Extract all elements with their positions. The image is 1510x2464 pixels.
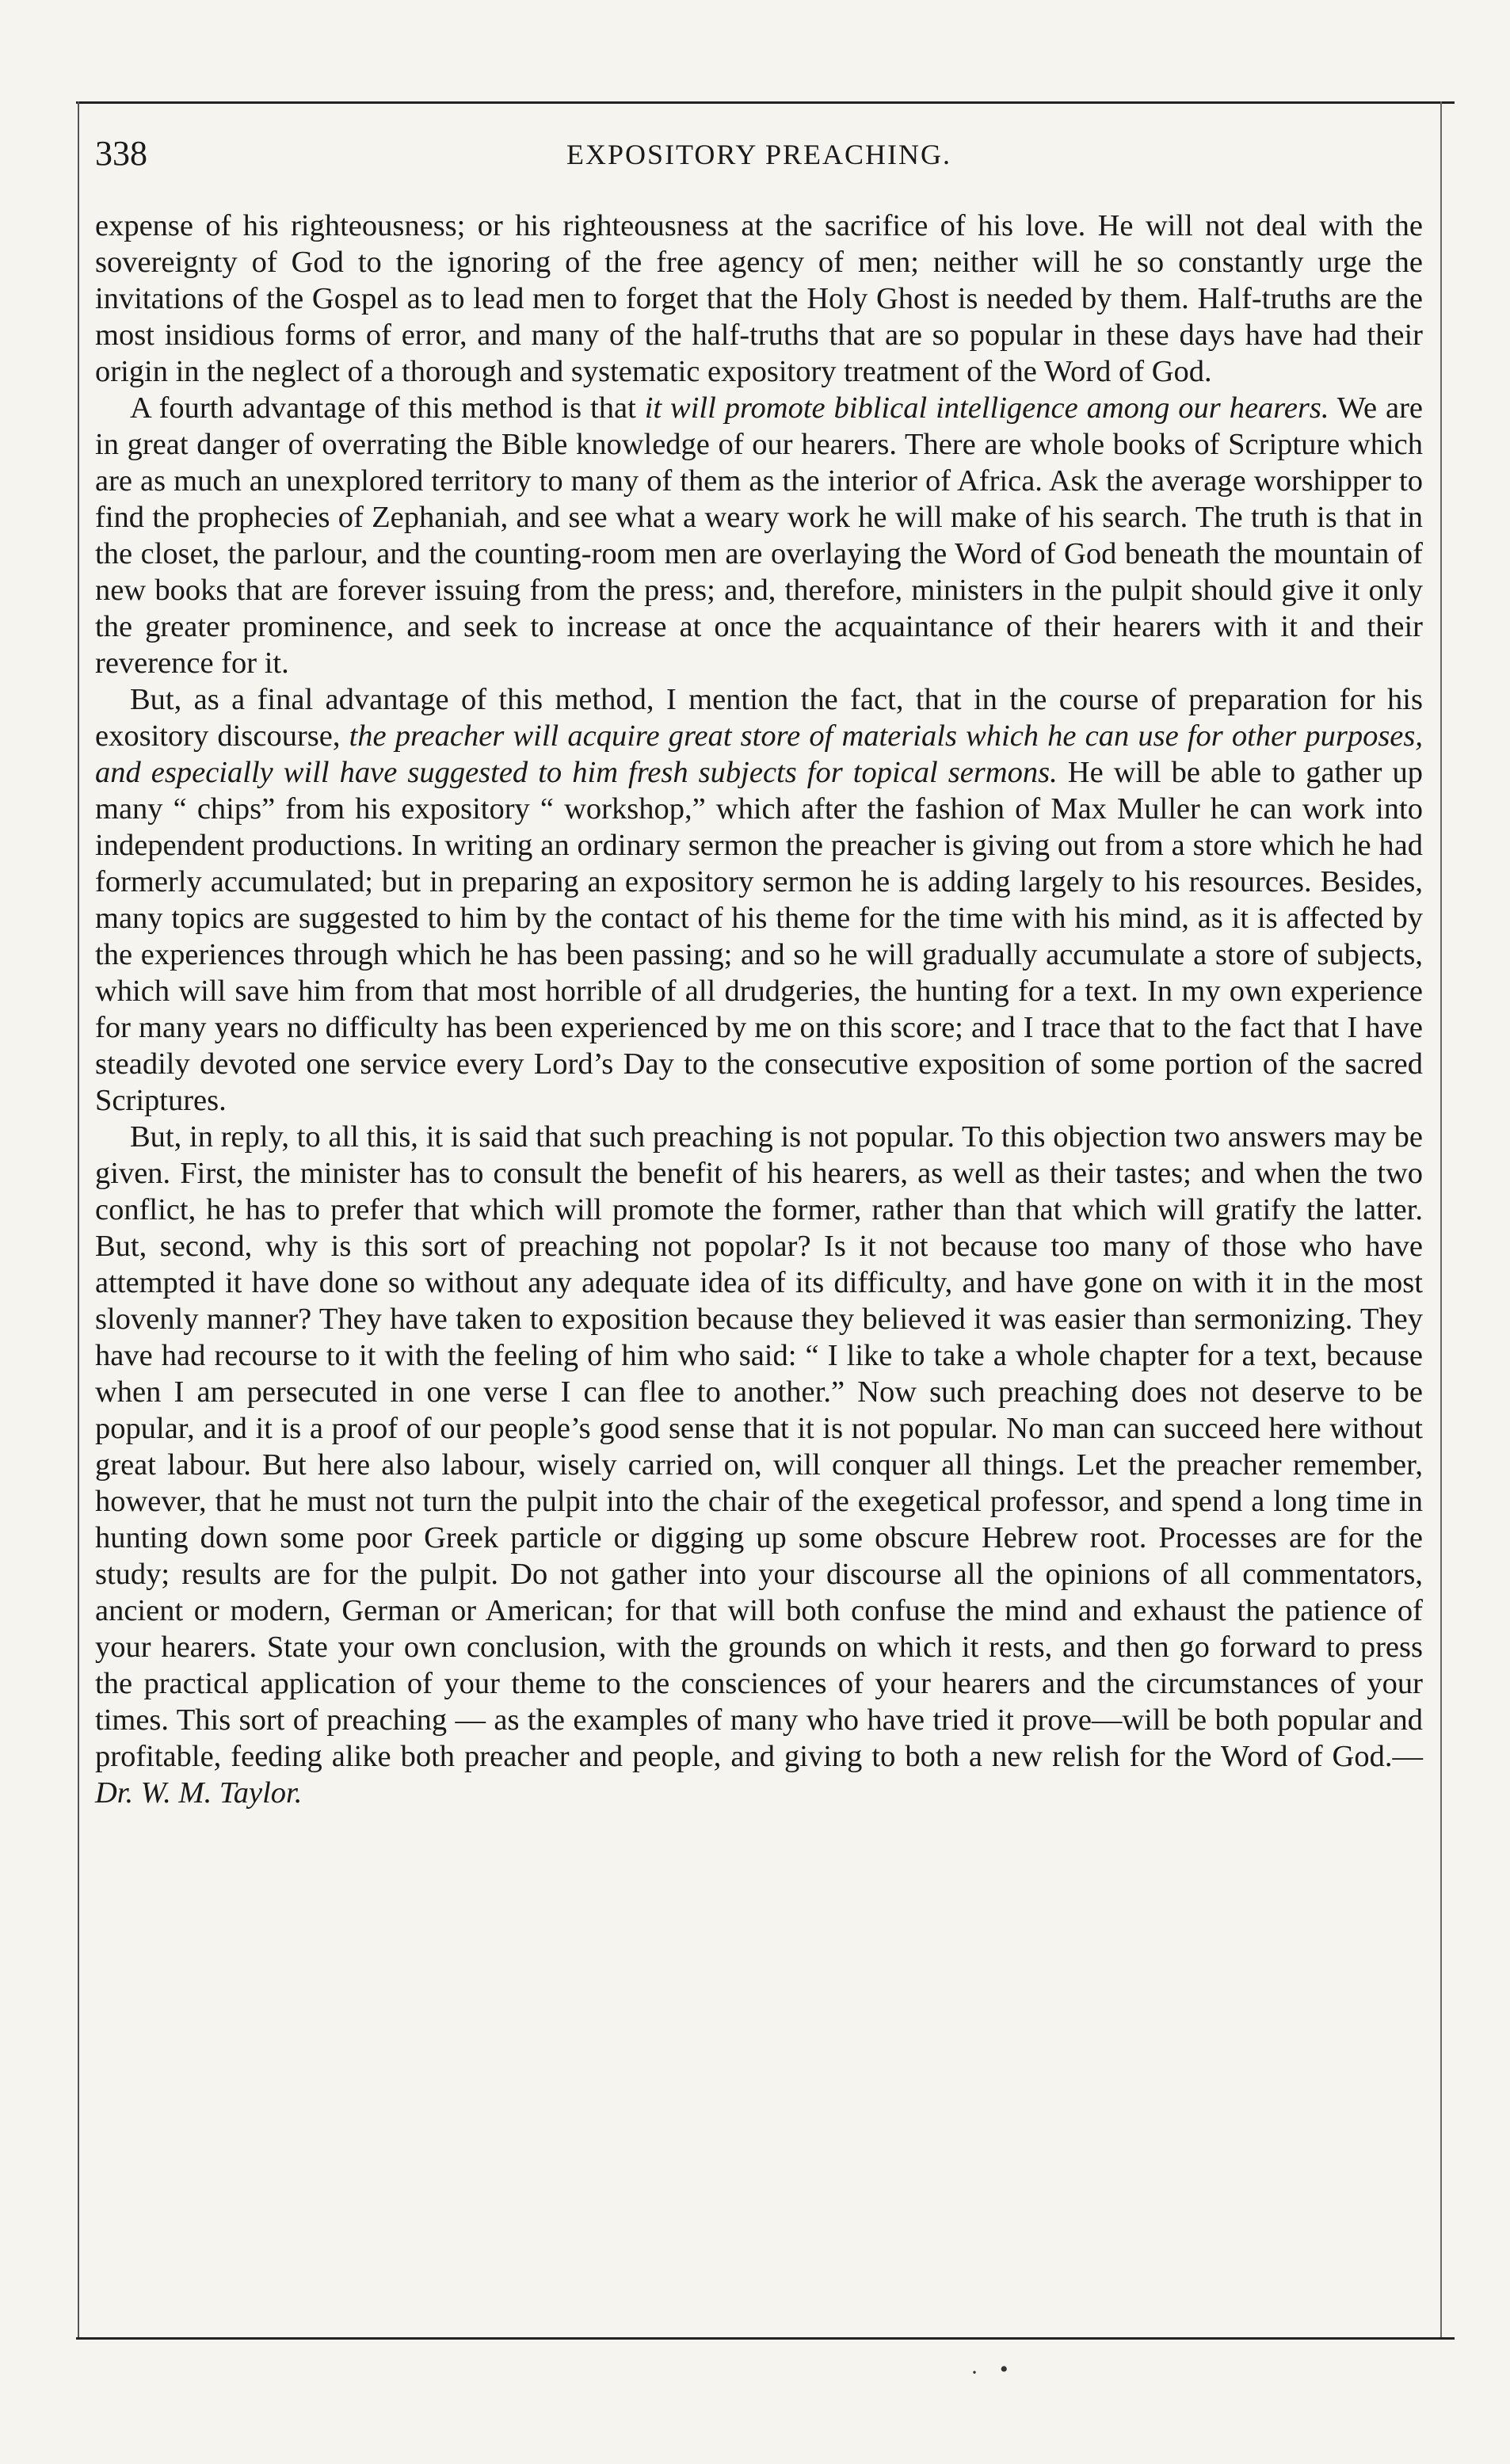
text-run: But, in reply, to all this, it is said that such preaching is not popular. To this objection two answers may be given. First, the minister has to consult the benefit of his hearers, as well as their tastes; and when the two conflict, he has to prefer that which will promote the former, rather than that which will gratify the latter. But, second, why is this sort of preaching not popolar? Is it not because too many of those who have attempted it have done so without any adequate idea of its difficulty, and have gone on with it in the most slovenly manner? They have taken to exposition because they believed it was easier than sermonizing. They have had recourse to it with the feeling of him who said: “ I like to take a whole chapter for a text, because when I am persecuted in one verse I can flee to another.” Now such preaching does not deserve to be popular, and it is a proof of our people’s good sense that it is not popular. No man can succeed here without great labour. But here also labour, wisely carried on, will conquer all things. Let the preacher remember, however, that he must not turn the pulpit into the chair of the exegetical professor, and spend a long time in hunting down some poor Greek particle or digging up some obscure Hebrew root. Processes are for the study; results are for the pulpit. Do not gather into your discourse all the opinions of all commentators, ancient or modern, German or American; for that will both confuse the mind and exhaust the patience of your hearers. State your own conclusion, with the grounds on which it rests, and then go forward to press the practical application of your theme to the consciences of your hearers and the circumstances of your times. This sort of preaching — as the examples of many who have tried it prove—will be both popular and profitable, feeding alike both preacher and people, and giving to both a new relish for the Word of God.— (95, 1120, 1423, 1773)
printer-mark-bullet: • (1000, 2356, 1009, 2382)
text-run: He will be able to gather up many “ chips” from his expository “ workshop,” which after the fashion of Max Muller he can work into independent productions. In writing an ordinary sermon the preacher is giving out from a store which he had formerly accumulated; but in preparing an expository sermon he is adding largely to his resources. Besides, many topics are suggested to him by the contact of his theme for the time with his mind, as it is affected by the experiences through which he has been passing; and so he will gradually accumulate a store of subjects, which will save him from that most horrible of all drudgeries, the hunting for a text. In my own experience for many years no difficulty has been experienced by me on this score; and I trace that to the fact that I have steadily devoted one service every Lord’s Day to the consecutive exposition of some portion of the sacred Scriptures. (95, 756, 1423, 1117)
text-run: expense of his righteousness; or his righteousness at the sacrifice of his love. He will not deal with the sovereignty of God to the ignoring of the free agency of men; neither will he so constantly urge the invitations of the Gospel as to lead men to forget that the Holy Ghost is needed by them. Half-truths are the most insidious forms of error, and many of the half-truths that are so popular in these days have had their origin in the neglect of a thorough and systematic expository treatment of the Word of God. (95, 209, 1423, 388)
page-number: 338 (95, 134, 147, 173)
text-run: A fourth advantage of this method is that (130, 391, 645, 425)
page-header (95, 133, 1423, 181)
paragraph (95, 390, 1423, 681)
paragraph (95, 681, 1423, 1119)
italic-phrase: the preacher will acquire great store of materials which he can use for other purposes, and especially will have suggested to him fresh subjects for topical sermons. (95, 719, 1423, 789)
text-run: We are in great danger of overrating the Bible knowledge of our hearers. There are whole books of Scripture which are as much an unexplored territory to many of them as the interior of Africa. Ask the average worshipper to find the prophecies of Zephaniah, and see what a weary work he will make of his search. The truth is that in the closet, the parlour, and the counting-room men are overlaying the Word of God beneath the mountain of new books that are forever issuing from the press; and, therefore, ministers in the pulpit should give it only the greater prominence, and seek to increase at once the acquaintance of their hearers with it and their reverence for it. (95, 391, 1423, 680)
paragraph (95, 208, 1423, 390)
top-rule (76, 101, 1455, 104)
bottom-rule (76, 2337, 1455, 2340)
printer-mark-dot: · (970, 2359, 978, 2386)
running-head: EXPOSITORY PREACHING. (566, 139, 952, 170)
text-run: But, as a final advantage of this method, I mention the fact, that in the course of preparation for his exository discourse, (95, 683, 1423, 753)
article-body (95, 208, 1423, 1811)
left-margin-line (78, 101, 79, 2340)
right-margin-line (1440, 101, 1442, 2340)
italic-phrase: Dr. W. M. Taylor. (95, 1776, 303, 1810)
italic-phrase: it will promote biblical intelligence among our hearers. (644, 391, 1329, 425)
paragraph (95, 1119, 1423, 1811)
